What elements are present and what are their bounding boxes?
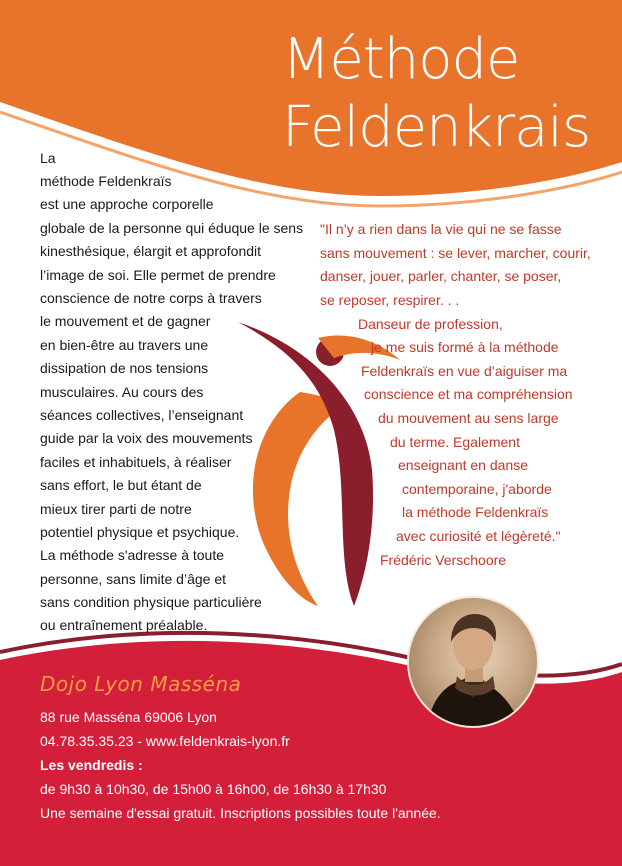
- quote-author: Frédéric Verschoore: [380, 552, 507, 568]
- quote-line: avec curiosité et légèreté.": [396, 528, 561, 544]
- quote-line: danser, jouer, parler, chanter, se poser,: [320, 268, 562, 284]
- intro-line: séances collectives, l’enseignant: [40, 407, 244, 423]
- intro-line: musculaires. Au cours des: [40, 384, 204, 400]
- quote-line: contemporaine, j'aborde: [402, 481, 552, 497]
- footer-times: de 9h30 à 10h30, de 15h00 à 16h00, de 16h30 à 17h30: [40, 781, 387, 797]
- quote-line: enseignant en danse: [398, 457, 528, 473]
- intro-line: en bien-être au travers une: [40, 337, 209, 353]
- footer-contact[interactable]: 04.78.35.35.23 - www.feldenkrais-lyon.fr: [40, 733, 290, 749]
- intro-line: conscience de notre corps à travers: [40, 290, 262, 306]
- intro-line: sans effort, le but étant de: [40, 477, 202, 493]
- intro-line: globale de la personne qui éduque le sens: [40, 220, 304, 236]
- intro-line: La méthode s'adresse à toute: [40, 547, 225, 563]
- intro-line: sans condition physique particulière: [40, 594, 262, 610]
- portrait-photo: [407, 596, 539, 728]
- intro-line: guide par la voix des mouvements: [40, 430, 253, 446]
- intro-line: méthode Feldenkraïs: [40, 173, 172, 189]
- intro-line: La: [40, 150, 56, 166]
- intro-line: mieux tirer parti de notre: [40, 501, 192, 517]
- dojo-name: Dojo Lyon Masséna: [40, 672, 242, 696]
- footer-note: Une semaine d'essai gratuit. Inscriptions possibles toute l'année.: [40, 805, 441, 821]
- quote-line: Feldenkraïs en vue d’aiguiser ma: [361, 363, 568, 379]
- quote-line: la méthode Feldenkraïs: [402, 504, 549, 520]
- intro-line: le mouvement et de gagner: [40, 313, 211, 329]
- quote-line: je me suis formé à la méthode: [371, 339, 559, 355]
- footer-days: Les vendredis :: [40, 757, 143, 773]
- footer-address: 88 rue Masséna 69006 Lyon: [40, 709, 217, 725]
- quote-line: Danseur de profession,: [358, 316, 503, 332]
- quote-line: conscience et ma compréhension: [364, 386, 573, 402]
- intro-line: est une approche corporelle: [40, 196, 214, 212]
- page-title-line1: Méthode: [282, 27, 520, 92]
- quote-line: du mouvement au sens large: [378, 410, 559, 426]
- quote-line: sans mouvement : se lever, marcher, courir,: [320, 245, 591, 261]
- quote-line: "Il n’y a rien dans la vie qui ne se fasse: [320, 221, 562, 237]
- quote-line: se reposer, respirer. . .: [320, 292, 460, 308]
- intro-line: l’image de soi. Elle permet de prendre: [40, 267, 276, 283]
- intro-line: potentiel physique et psychique.: [40, 524, 240, 540]
- intro-line: kinesthésique, élargit et approfondit: [40, 243, 262, 259]
- page-title-line2: Feldenkrais: [282, 95, 591, 160]
- intro-line: ou entraînement préalable.: [40, 617, 208, 633]
- quote-line: du terme. Egalement: [390, 434, 520, 450]
- intro-line: personne, sans limite d’âge et: [40, 571, 226, 587]
- intro-line: faciles et inhabituels, à réaliser: [40, 454, 232, 470]
- intro-line: dissipation de nos tensions: [40, 360, 209, 376]
